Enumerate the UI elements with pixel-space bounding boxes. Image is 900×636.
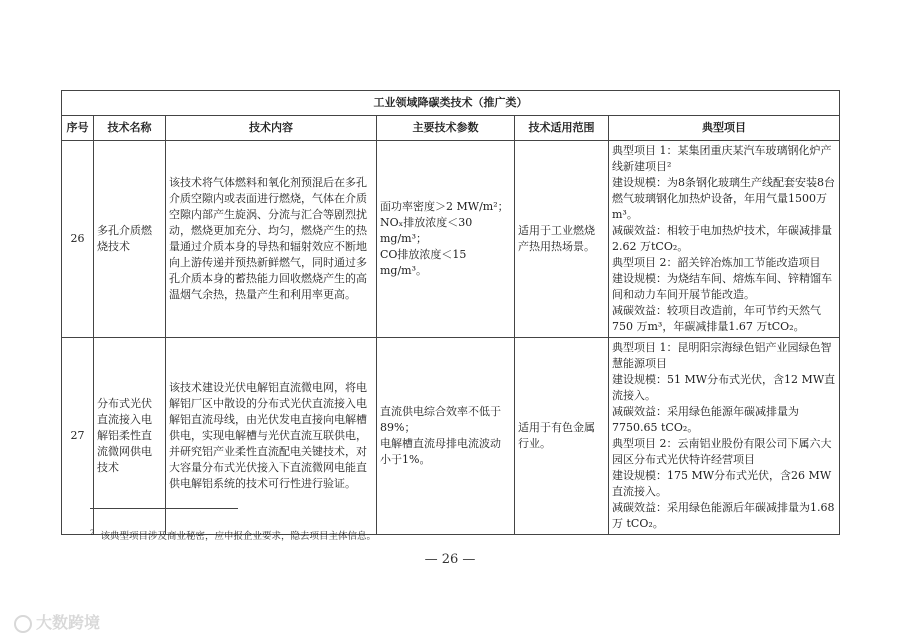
tech-scope: 适用于工业燃烧产热用热场景。 (515, 141, 609, 338)
project-line: 典型项目 2：云南铝业股份有限公司下属六大园区分布式光伏特许经营项目 (612, 437, 832, 466)
header-params: 主要技术参数 (377, 116, 515, 141)
footnote (90, 528, 376, 542)
project-line: 减碳效益：较项目改造前，年可节约天然气750 万m³，年碳减排量1.67 万tCO₂。 (612, 304, 821, 333)
tech-content: 该技术建设光伏电解铝直流微电网，将电解铝厂区中散设的分布式光伏直流接入电解铝直流母线，由光伏发电直接向电解槽供电，实现电解槽与光伏直流互联供电，并研究铝产业柔性直流配电关键技术，对大容量分布式光伏接入下直流微网电能直供电解铝系统的技术可行性进行验证。 (166, 338, 377, 535)
tech-name: 分布式光伏直流接入电解铝柔性直流微网供电技术 (94, 338, 166, 535)
technology-table (61, 90, 840, 535)
header-scope: 技术适用范围 (515, 116, 609, 141)
project-line: 减碳效益：采用绿色能源年碳减排量为7750.65 tCO₂。 (612, 405, 799, 434)
watermark-text: 大数跨境 (36, 613, 101, 632)
tech-params (377, 338, 515, 535)
watermark (14, 610, 100, 633)
table-row (62, 338, 840, 535)
project-line: 建设规模：为8条钢化玻璃生产线配套安装8台燃气玻璃钢化加热炉设备，年用气量1500万m³。 (612, 176, 835, 221)
header-content: 技术内容 (166, 116, 377, 141)
header-no: 序号 (62, 116, 94, 141)
watermark-logo-icon (14, 615, 32, 633)
row-number: 27 (62, 338, 94, 535)
page-number: — 26 — (424, 552, 476, 567)
project-line: 典型项目 2：韶关锌冶炼加工节能改造项目 (612, 256, 821, 269)
param-line: CO排放浓度＜15 mg/m³。 (380, 248, 467, 277)
project-line: 建设规模：为烧结车间、熔炼车间、锌精馏车间和动力车间开展节能改造。 (612, 272, 832, 301)
footnote-text: 该典型项目涉及商业秘密，应申报企业要求，隐去项目主体信息。 (100, 531, 376, 542)
project-line: 典型项目 1：某集团重庆某汽车玻璃钢化炉产线新建项目² (612, 144, 832, 173)
typical-projects (609, 338, 840, 535)
table-row (62, 141, 840, 338)
header-name: 技术名称 (94, 116, 166, 141)
table-title: 工业领域降碳类技术（推广类） (62, 91, 840, 116)
param-line: 电解槽直流母排电流波动小于1%。 (380, 437, 501, 466)
tech-content: 该技术将气体燃料和氧化剂预混后在多孔介质空隙内或表面进行燃烧，气体在介质空隙内部产生旋涡、分流与汇合等剧烈扰动，燃烧更加充分、均匀，燃烧产生的热量通过介质本身的导热和辐射效应不断地向上游传递并预热新鲜燃气，同时通过多孔介质本身的蓄热能力回收燃烧产生的高温烟气余热，热量产生和利用率更高。 (166, 141, 377, 338)
typical-projects (609, 141, 840, 338)
footnote-divider (90, 508, 238, 509)
tech-params (377, 141, 515, 338)
project-line: 典型项目 1：昆明阳宗海绿色铝产业园绿色智慧能源项目 (612, 341, 832, 370)
table-header-row (62, 116, 840, 141)
row-number: 26 (62, 141, 94, 338)
project-line: 减碳效益：采用绿色能源后年碳减排量为1.68万 tCO₂。 (612, 501, 835, 530)
header-projects: 典型项目 (609, 116, 840, 141)
tech-scope: 适用于有色金属行业。 (515, 338, 609, 535)
param-line: 直流供电综合效率不低于89%； (380, 405, 501, 434)
param-line: NOₓ排放浓度＜30 mg/m³； (380, 216, 473, 245)
project-line: 减碳效益：相较于电加热炉技术，年碳减排量2.62 万tCO₂。 (612, 224, 832, 253)
tech-name: 多孔介质燃烧技术 (94, 141, 166, 338)
param-line: 面功率密度＞2 MW/m²； (380, 200, 509, 213)
project-line: 建设规模：175 MW分布式光伏，含26 MW直流接入。 (612, 469, 832, 498)
footnote-marker: 2 (90, 528, 95, 537)
project-line: 建设规模：51 MW分布式光伏，含12 MW直流接入。 (612, 373, 836, 402)
